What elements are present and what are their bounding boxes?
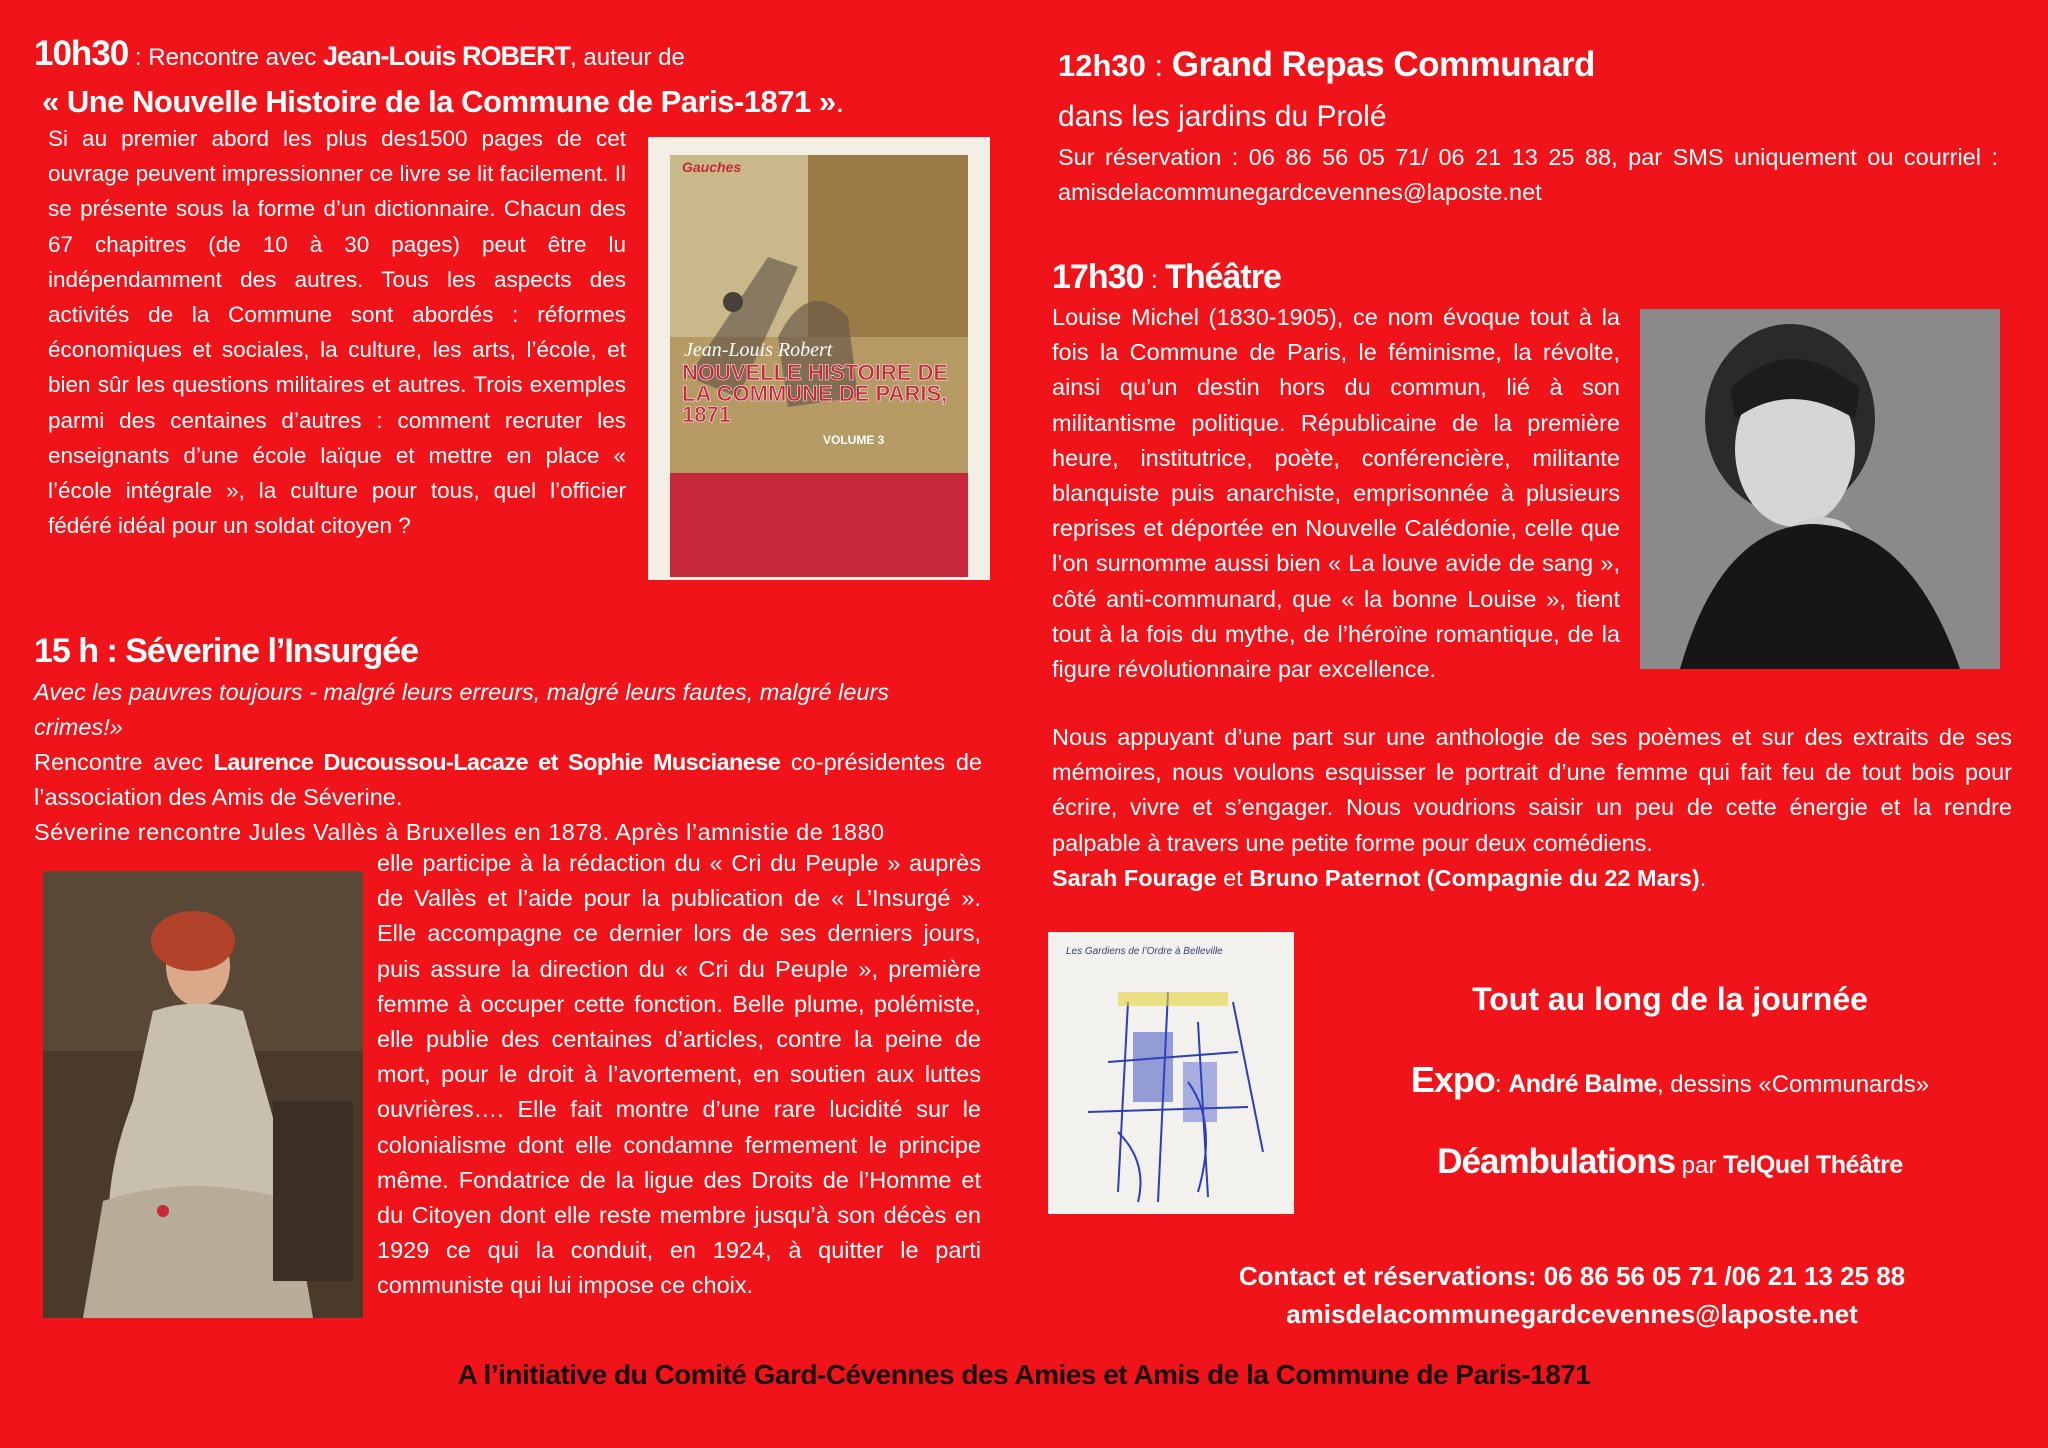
booking-info: Sur réservation : 06 86 56 05 71/ 06 21 13 25 88, par SMS uniquement ou courriel : amisdelacommunegardcevennes@laposte.net (1058, 144, 1998, 205)
communard-sketch (1048, 932, 1294, 1214)
event-15h (34, 627, 982, 851)
severine-portrait (43, 871, 363, 1318)
event-1030 (34, 30, 994, 122)
expo-artist: André Balme (1508, 1070, 1657, 1098)
expo-desc: , dessins «Communards» (1656, 1071, 1930, 1098)
louise-michel-project (1052, 720, 2012, 896)
book-title (42, 82, 994, 122)
book-title-end: . (835, 84, 844, 119)
louise-michel-text: Louise Michel (1830-1905), ce nom évoque tout à la fois la Commune de Paris, le féminisme, la révolte, ainsi qu’un destin hors du commun, lié à son militantisme politique. Républicaine de la première heure, institutrice, poète, conférencière, militante blanquiste puis anarchiste, emprisonnée à plusieurs reprises et déportée en Nouvelle Calédonie, celle que l’on surnomme aussi bien « La louve avide de sang », côté anti-communard, que « la bonne Louise », tient tout à la fois du mythe, de l’héroïne romantique, de la figure révolutionnaire par excellence. (1052, 304, 1620, 683)
actor-1: Sarah Fourage (1052, 864, 1217, 891)
deambulations-label: Déambulations (1437, 1142, 1676, 1181)
severine-biography: elle participe à la rédaction du « Cri du Peuple » auprès de Vallès et l’aide pour la publication de « L’Insurgé ». Elle accompagne ce dernier lors de ses derniers jours, puis assure la direction du « Cri du Peuple », première femme à occuper cette fonction. Belle plume, polémiste, elle publie des centaines d’articles, contre la peine de mort, pour le droit à l’avortement, en soutien aux luttes ouvrières…. Elle fait montre d’une rare lucidité sur le colonialisme dont elle condamne fermement le principe même. Fondatrice de la ligue des Droits de l’Homme et du Citoyen dont elle reste membre jusqu’à son décès en 1929 ce qui la conduit, en 1924, à quitter le parti communiste qui lui impose ce choix. (377, 850, 981, 1299)
event-intro-end: , auteur de (570, 44, 685, 71)
expo-label: Expo (1410, 1059, 1495, 1100)
expo-sep: : (1494, 1071, 1509, 1098)
event-place: dans les jardins du Prolé (1058, 100, 1387, 133)
speaker-names: Laurence Ducoussou-Lacaze et Sophie Muscianese (213, 749, 781, 775)
deambulations-by: par (1675, 1152, 1724, 1179)
cover-author: Jean-Louis Robert (684, 339, 833, 361)
project-description: Nous appuyant d’une part sur une anthologie de ses poèmes et sur des extraits de ses mémoires, nous voulons esquisser le portrait d’une femme qui fait feu de tout bois pour écrire, vivre et s’engager. Nous voudrions saisir un peu de cette énergie et la rendre palpable à travers une petite forme pour deux comédiens. (1052, 724, 2012, 856)
louise-michel-portrait (1640, 309, 2000, 669)
contact-phones: Contact et réservations: 06 86 56 05 71 /06 21 13 25 88 (1238, 1261, 1906, 1291)
book-description: Si au premier abord les plus des1500 pages de cet ouvrage peuvent impressionner ce livre se lit facilement. Il se présente sous la forme d’un dictionnaire. Chacun des 67 chapitres (de 10 à 30 pages) peut être lu indépendamment des autres. Tous les aspects des activités de la Commune sont abordés : réformes économiques et sociales, la culture, les arts, l’école, et bien sûr les questions militaires et autres. Trois exemples parmi des centaines d’autres : comment recruter les enseignants d’une école laïque et mettre en place « l’école intégrale », la culture pour tous, quel l’officier fédéré idéal pour un soldat citoyen ? (48, 126, 626, 539)
communard-drawing (1048, 932, 1294, 1214)
event-1230-header (1058, 41, 1998, 96)
event-time: 10h30 (34, 34, 129, 73)
actor-and: et (1216, 864, 1250, 891)
author-name: Jean-Louis ROBERT (323, 41, 571, 71)
event-time: 12h30 (1058, 48, 1146, 83)
event-1230 (1058, 41, 1998, 210)
event-intro: : Rencontre avec (128, 44, 324, 71)
event-time: 17h30 (1052, 258, 1144, 296)
book-title-text: « Une Nouvelle Histoire de la Commune de Paris-1871 » (42, 84, 836, 119)
event-title: Grand Repas Communard (1171, 45, 1595, 84)
allday-heading: Tout au long de la journée (1472, 981, 1868, 1017)
meeting-intro: Rencontre avec (34, 749, 214, 775)
actor-end: . (1699, 864, 1707, 891)
severine-painting (43, 871, 363, 1318)
event-sep: : (1143, 264, 1166, 294)
deambulations-line (1330, 1138, 2010, 1193)
severine-quote: Avec les pauvres toujours - malgré leurs erreurs, malgré leurs fautes, malgré leurs crimes!» (34, 679, 890, 740)
meeting-end: co-présidentes de l’association des Amis de Séverine. (34, 749, 982, 811)
event-1030-header (34, 30, 994, 82)
expo-line (1330, 1056, 2010, 1112)
event-15h-title: 15 h : Séverine l’Insurgée (34, 632, 419, 670)
event-sep: : (1145, 48, 1172, 83)
contact-block (1132, 1257, 2012, 1333)
cover-title: NOUVELLE HISTOIRE DE LA COMMUNE DE PARIS, 1871 (682, 360, 949, 427)
event-title: Théâtre (1165, 258, 1281, 296)
book-cover-image (648, 137, 990, 580)
drawing-caption: Les Gardiens de l’Ordre à Belleville (1066, 946, 1223, 957)
actor-2: Bruno Paternot (Compagnie du 22 Mars) (1249, 864, 1700, 891)
cover-publisher: Gauches (682, 159, 742, 175)
contact-email[interactable]: amisdelacommunegardcevennes@laposte.net (1286, 1299, 1858, 1329)
louise-michel-photo (1640, 309, 2000, 669)
cover-volume: VOLUME 3 (823, 433, 885, 447)
severine-body-lead: Séverine rencontre Jules Vallès à Bruxelles en 1878. Après l’amnistie de 1880 (34, 819, 885, 846)
meeting-info (34, 745, 982, 815)
footer-initiative: A l’initiative du Comité Gard-Cévennes des Amies et Amis de la Commune de Paris-1871 (457, 1359, 1591, 1390)
deambulations-company: TelQuel Théâtre (1723, 1151, 1903, 1179)
